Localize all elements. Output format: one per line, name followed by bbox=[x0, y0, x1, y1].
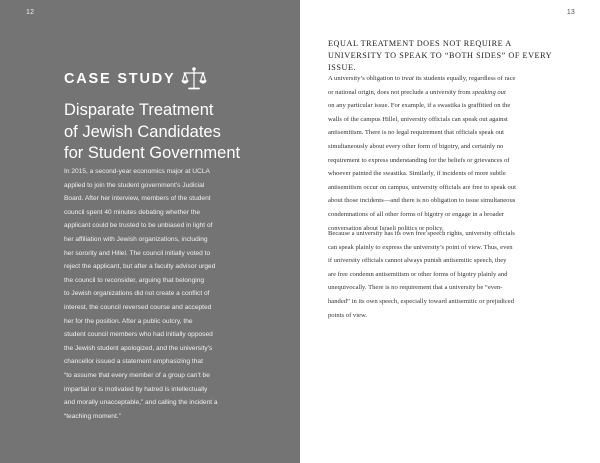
body-line: her for the position. After a public outcry, the bbox=[64, 317, 193, 325]
body-line: requirement to express understanding for the beliefs or grievances of bbox=[328, 156, 510, 164]
body-line: applied to join the student government’s Judicial bbox=[64, 181, 205, 189]
heading-line: ISSUE. bbox=[328, 62, 357, 72]
page-number-right: 13 bbox=[566, 9, 575, 16]
body-line: handed” in its own speech, especially toward antisemitic or prejudiced bbox=[328, 297, 515, 305]
scales-of-justice-icon bbox=[181, 66, 207, 92]
case-study-title bbox=[64, 100, 296, 165]
body-line: whoever painted the swastika. Similarly, if incidents of more subtle bbox=[328, 170, 506, 178]
body-line: antisemitism occur on campus, university officials are free to speak out bbox=[328, 183, 516, 191]
body-line: and morally unacceptable,” and calling the incident a bbox=[64, 399, 218, 407]
body-line: impartial or is motivated by hatred is intellectually bbox=[64, 385, 208, 393]
title-line: for Student Government bbox=[64, 144, 241, 162]
title-line: of Jewish Candidates bbox=[64, 122, 221, 141]
body-line: A university’s obligation to treat its students equally, regardless of race bbox=[328, 75, 516, 82]
heading-line: EQUAL TREATMENT DOES NOT REQUIRE A bbox=[328, 39, 512, 48]
body-line: Board. After her interview, members of the student bbox=[64, 195, 211, 203]
section-heading bbox=[328, 38, 578, 73]
body-line: Because a university has its own free speech rights, university officials bbox=[328, 230, 515, 237]
body-line: her sorority and Hillel. The council initially voted to bbox=[64, 249, 211, 257]
body-line: interest, the council reversed course and accepted bbox=[64, 303, 212, 311]
body-line: or national origin, does not preclude a university from speaking out bbox=[328, 88, 506, 96]
body-line: can speak plainly to express the university’s point of view. Thus, even bbox=[328, 243, 513, 251]
body-line: conversation about Israeli politics or policy. bbox=[328, 224, 444, 232]
body-line: about those incidents—and there is no obligation to issue simultaneous bbox=[328, 197, 516, 205]
body-line: on any particular issue. For example, if a swastika is graffitied on the bbox=[328, 102, 511, 110]
body-line: “teaching moment.” bbox=[64, 412, 121, 420]
case-study-label: CASE STUDY bbox=[64, 71, 176, 87]
body-line: simultaneously about every other form of bigotry, and certainly no bbox=[328, 142, 504, 150]
heading-line: UNIVERSITY TO SPEAK TO “BOTH SIDES” OF EVERY bbox=[328, 50, 553, 60]
page-number-left: 12 bbox=[26, 9, 35, 16]
title-line: Disparate Treatment bbox=[64, 101, 214, 119]
body-line: the Jewish student apologized, and the university’s bbox=[64, 344, 213, 352]
body-line: reject the applicant, but after a faculty advisor urged bbox=[64, 263, 216, 271]
body-line: “to assume that every member of a group can’t be bbox=[64, 371, 210, 379]
body-line: her affiliation with Jewish organizations, including bbox=[64, 235, 208, 243]
body-line: the council to reconsider, arguing that belonging bbox=[64, 276, 205, 284]
body-line: to Jewish organizations did not create a conflict of bbox=[64, 290, 210, 298]
body-line: are free condemn antisemitism or other forms of bigotry plainly and bbox=[328, 270, 508, 278]
body-line: unequivocally. There is no requirement that a university be “even- bbox=[328, 284, 503, 292]
body-line: student council members who had initially opposed bbox=[64, 331, 213, 339]
emphasis-speaking-out: speaking out bbox=[472, 88, 506, 96]
body-line: if university officials cannot always punish antisemitic speech, they bbox=[328, 257, 507, 265]
body-line: points of view. bbox=[328, 311, 367, 319]
body-line: chancellor issued a statement emphasizing that bbox=[64, 358, 203, 366]
body-line: council spent 40 minutes debating whether the bbox=[64, 208, 200, 216]
paragraph-equal-treatment bbox=[328, 72, 580, 235]
body-line: In 2015, a second-year economics major at UCLA bbox=[64, 168, 210, 175]
body-line: condemnations of all other forms of bigotry or engage in a broader bbox=[328, 210, 504, 218]
emphasis-treat: treat bbox=[401, 75, 414, 82]
body-line: antisemitism. There is no legal requirement that officials speak out bbox=[328, 129, 504, 137]
body-line: walls of the campus Hillel, university officials can speak out against bbox=[328, 115, 508, 123]
case-study-body bbox=[64, 165, 290, 423]
paragraph-free-speech bbox=[328, 227, 580, 322]
case-study-heading bbox=[64, 66, 207, 92]
body-line: applicant could be trusted to be unbiased in light of bbox=[64, 222, 213, 230]
